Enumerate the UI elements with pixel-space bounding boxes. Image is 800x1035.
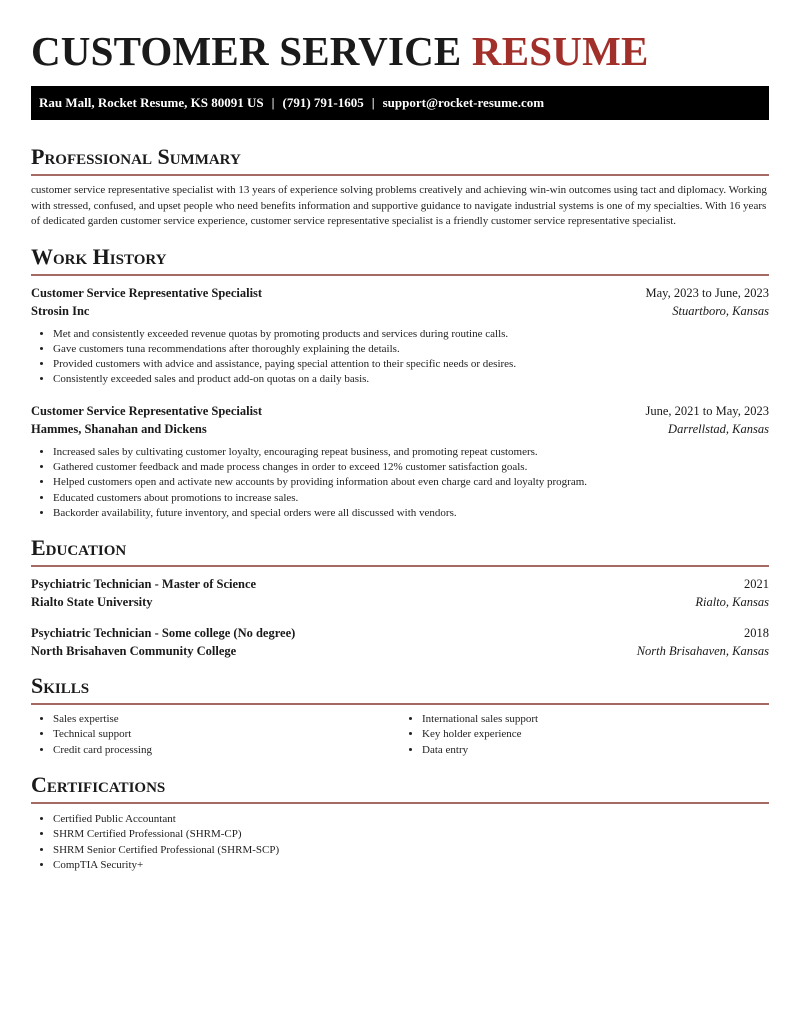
certifications-list	[31, 812, 769, 873]
education-entry	[31, 626, 769, 659]
job-company: Strosin Inc	[31, 303, 90, 318]
skills-section	[31, 673, 769, 758]
job-bullet: • Increased sales by cultivating customer loyalty, encouraging repeat business, and promoting repeat customers.	[53, 445, 769, 460]
skill-item: • Credit card processing	[53, 743, 400, 758]
work-history-section	[31, 244, 769, 522]
certification-item: • CompTIA Security+	[53, 858, 769, 873]
section-divider	[31, 565, 769, 567]
education-location: Rialto, Kansas	[695, 595, 769, 610]
education-school: North Brisahaven Community College	[31, 644, 237, 659]
job-bullets	[31, 445, 769, 521]
education-heading: Education	[31, 535, 127, 561]
contact-separator: |	[271, 95, 275, 110]
certification-item: • SHRM Certified Professional (SHRM-CP)	[53, 827, 769, 842]
skill-item: • Key holder experience	[422, 727, 769, 742]
skills-list-left	[31, 712, 400, 758]
job-entry	[31, 286, 769, 388]
skill-item: • Data entry	[422, 743, 769, 758]
job-bullet: • Gave customers tuna recommendations after thoroughly explaining the details.	[53, 342, 769, 357]
job-dates: June, 2021 to May, 2023	[645, 403, 769, 418]
contact-address: Rau Mall, Rocket Resume, KS 80091 US	[39, 95, 264, 110]
job-entry	[31, 404, 769, 521]
summary-heading: Professional Summary	[31, 144, 241, 169]
certification-item: • Certified Public Accountant	[53, 812, 769, 827]
section-divider	[31, 703, 769, 705]
job-bullets	[31, 327, 769, 388]
job-title: Customer Service Representative Specialist	[31, 285, 263, 300]
summary-section	[31, 144, 769, 230]
education-school: Rialto State University	[31, 595, 153, 610]
job-bullet: • Helped customers open and activate new accounts by providing information about even charge card and loyalty program.	[53, 475, 769, 490]
education-section	[31, 535, 769, 659]
job-location: Stuartboro, Kansas	[672, 303, 769, 318]
education-entry	[31, 577, 769, 610]
skill-item: • International sales support	[422, 712, 769, 727]
section-divider	[31, 174, 769, 176]
job-bullet: • Gathered customer feedback and made process changes in order to exceed 12% customer satisfaction goals.	[53, 460, 769, 475]
job-title: Customer Service Representative Specialist	[31, 403, 263, 418]
contact-bar	[31, 86, 769, 120]
job-bullet: • Backorder availability, future inventory, and special orders were all discussed with vendors.	[53, 506, 769, 521]
summary-text: customer service representative specialist with 13 years of experience solving problems creatively and achieving win-win outcomes using tact and diplomacy. Working with stressed, confused, and upset people who need benefits information and supportive guidance to navigate industrial systems is one of my specialties. With 16 years of dedicated garden customer service experience, customer service representative specialist is a friendly customer service representative specialist.	[31, 184, 767, 227]
skills-heading: Skills	[31, 673, 90, 699]
work-history-heading: Work History	[31, 243, 167, 269]
contact-separator: |	[371, 95, 375, 110]
certifications-section	[31, 772, 769, 873]
resume-title-accent: RESUME	[471, 28, 649, 74]
skills-columns	[31, 712, 769, 758]
contact-email[interactable]: support@rocket-resume.com	[382, 95, 545, 110]
job-bullet: • Consistently exceeded sales and product add-on quotas on a daily basis.	[53, 372, 769, 387]
job-company: Hammes, Shanahan and Dickens	[31, 421, 207, 436]
job-location: Darrellstad, Kansas	[668, 421, 769, 436]
education-location: North Brisahaven, Kansas	[636, 644, 769, 659]
education-degree: Psychiatric Technician - Master of Science	[31, 577, 257, 592]
contact-phone: (791) 791-1605	[282, 95, 364, 110]
job-bullet: • Met and consistently exceeded revenue quotas by promoting products and services during routine calls.	[53, 327, 769, 342]
certifications-heading: Certifications	[31, 772, 166, 798]
skills-list-right	[400, 712, 769, 758]
section-divider	[31, 274, 769, 276]
resume-title-main: CUSTOMER SERVICE	[31, 28, 462, 74]
job-bullet: • Educated customers about promotions to increase sales.	[53, 491, 769, 506]
section-divider	[31, 802, 769, 804]
skill-item: • Sales expertise	[53, 712, 400, 727]
certification-item: • SHRM Senior Certified Professional (SHRM-SCP)	[53, 843, 769, 858]
education-year: 2018	[744, 626, 769, 641]
job-bullet: • Provided customers with advice and assistance, paying special attention to their specific needs or desires.	[53, 357, 769, 372]
education-degree: Psychiatric Technician - Some college (No degree)	[31, 626, 296, 641]
skill-item: • Technical support	[53, 727, 400, 742]
education-year: 2021	[744, 577, 769, 592]
resume-page	[31, 0, 769, 873]
resume-title	[31, 30, 769, 72]
job-dates: May, 2023 to June, 2023	[645, 285, 769, 300]
